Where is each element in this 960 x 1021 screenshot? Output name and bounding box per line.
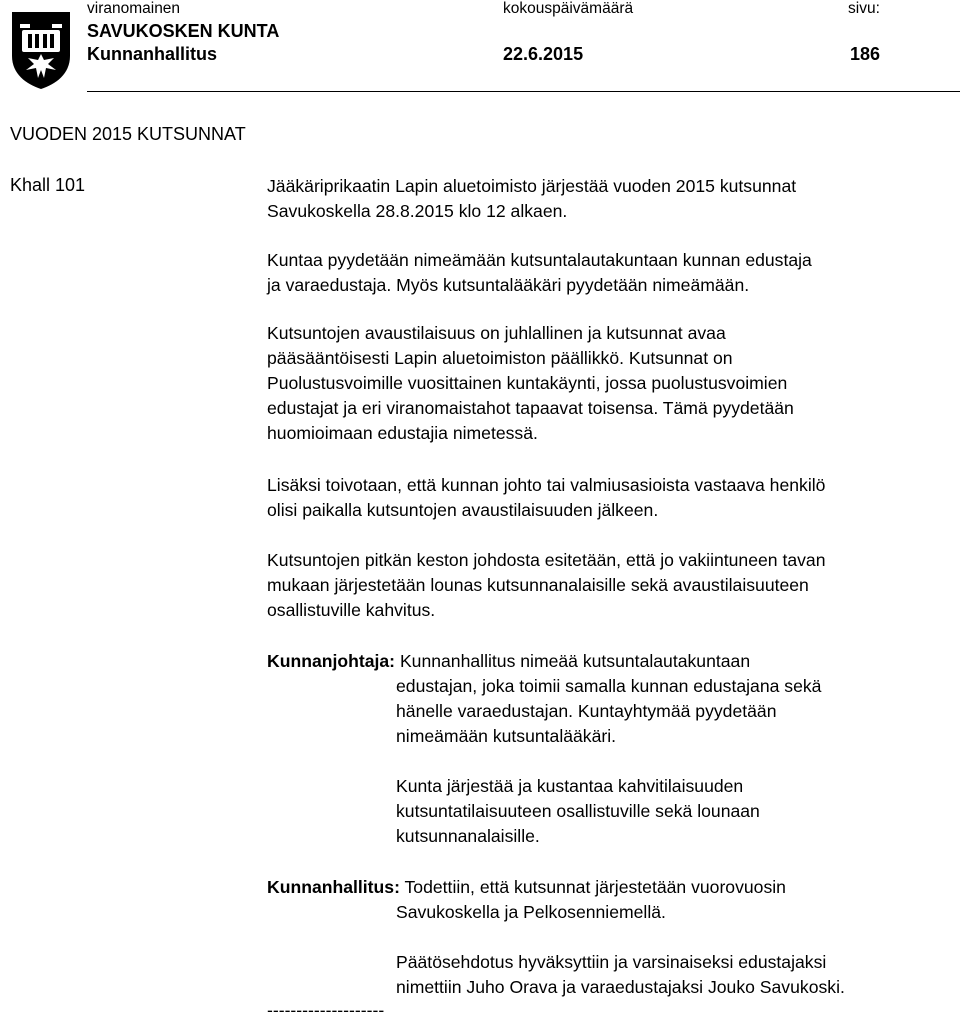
document-title: VUODEN 2015 KUTSUNNAT <box>10 124 246 144</box>
text-line: edustajan, joka toimii samalla kunnan edustajana sekä <box>396 676 822 696</box>
decision-first-line <box>267 877 786 898</box>
text-line: Päätösehdotus hyväksyttiin ja varsinaiseksi edustajaksi <box>396 952 827 972</box>
text-line: Kuntaa pyydetään nimeämään kutsuntalautakuntaan kunnan edustaja <box>267 250 812 270</box>
text-line: pääsääntöisesti Lapin aluetoimiston päällikkö. Kutsunnat on <box>267 348 733 368</box>
text-line: osallistuville kahvitus. <box>267 600 436 620</box>
header-col1-label: viranomainen <box>87 0 181 17</box>
page-number: 186 <box>850 44 881 64</box>
text-line: Puolustusvoimille vuosittainen kuntakäynti, jossa puolustusvoimien <box>267 373 788 393</box>
header-col2-label: kokouspäivämäärä <box>503 0 634 17</box>
decision-first-text: Todettiin, että kutsunnat järjestetään vuorovuosin <box>404 877 786 897</box>
separator-dashes: -------------------- <box>267 1000 385 1020</box>
meeting-date: 22.6.2015 <box>503 44 584 64</box>
proposal-label: Kunnanjohtaja: <box>267 651 396 671</box>
proposal-first-line <box>267 651 750 672</box>
text-line: huomioimaan edustajia nimetessä. <box>267 423 538 443</box>
municipality-coat-of-arms-logo <box>10 10 72 90</box>
text-line: Lisäksi toivotaan, että kunnan johto tai valmiusasioista vastaava henkilö <box>267 475 826 495</box>
text-line: ja varaedustaja. Myös kutsuntalääkäri pyydetään nimeämään. <box>267 275 750 295</box>
body-name: Kunnanhallitus <box>87 44 217 64</box>
text-line: Jääkäriprikaatin Lapin aluetoimisto järjestää vuoden 2015 kutsunnat <box>267 176 797 196</box>
text-line: nimettiin Juho Orava ja varaedustajaksi Jouko Savukoski. <box>396 977 845 997</box>
decision-label: Kunnanhallitus: <box>267 877 400 897</box>
org-name: SAVUKOSKEN KUNTA <box>87 21 280 41</box>
text-line: Savukoskella 28.8.2015 klo 12 alkaen. <box>267 201 568 221</box>
text-line: mukaan järjestetään lounas kutsunnanalaisille sekä avaustilaisuuteen <box>267 575 809 595</box>
text-line: Kutsuntojen avaustilaisuus on juhlallinen ja kutsunnat avaa <box>267 323 726 343</box>
text-line: kutsunnanalaisille. <box>396 826 540 846</box>
item-reference: Khall 101 <box>10 175 86 195</box>
text-line: olisi paikalla kutsuntojen avaustilaisuuden jälkeen. <box>267 500 659 520</box>
proposal-first-text: Kunnanhallitus nimeää kutsuntalautakuntaan <box>399 651 751 671</box>
header-rule <box>87 91 960 92</box>
header-col3-label: sivu: <box>848 0 880 17</box>
text-line: Kunta järjestää ja kustantaa kahvitilaisuuden <box>396 776 744 796</box>
text-line: Kutsuntojen pitkän keston johdosta esitetään, että jo vakiintuneen tavan <box>267 550 826 570</box>
text-line: hänelle varaedustajan. Kuntayhtymää pyydetään <box>396 701 777 721</box>
text-line: edustajat ja eri viranomaistahot tapaavat toisensa. Tämä pyydetään <box>267 398 794 418</box>
text-line: kutsuntatilaisuuteen osallistuville sekä lounaan <box>396 801 760 821</box>
text-line: nimeämään kutsuntalääkäri. <box>396 726 617 746</box>
text-line: Savukoskella ja Pelkosenniemellä. <box>396 902 666 922</box>
